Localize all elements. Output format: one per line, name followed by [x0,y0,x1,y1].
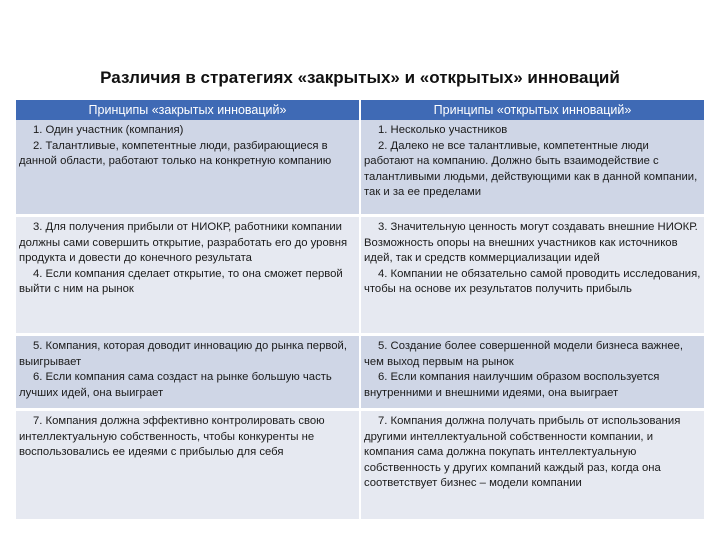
table-row [16,216,704,335]
table-row [16,410,704,521]
closed-principles-cell [16,120,360,216]
principle-text: 1. Несколько участников [378,124,508,136]
principle-text: 3. Значительную ценность могут создавать внешние НИОКР. Возможность опоры на внешних участников как источников идей, так и средств коммерциализации идей [364,221,698,264]
table-row [16,120,704,216]
principle-text: 1. Один участник (компания) [33,124,184,136]
open-principles-cell [360,120,704,216]
principle-text: 2. Далеко не все талантливые, компетентные люди работают на компанию. Должно быть взаимодействие с талантливыми людьми, действующими как в данной компании, так и за ее пределами [364,139,698,198]
principle-text: 4. Если компания сделает открытие, то она сможет первой выйти с ним на рынок [19,267,343,295]
closed-principles-cell [16,410,360,521]
header-open-innovation: Принципы «открытых инноваций» [360,100,704,120]
header-closed-innovation: Принципы «закрытых инноваций» [16,100,360,120]
principle-text: 5. Создание более совершенной модели бизнеса важнее, чем выход первым на рынок [364,340,684,368]
comparison-table [16,100,704,522]
principle-text: 4. Компании не обязательно самой проводить исследования, чтобы на основе их результатов получить прибыль [364,267,701,295]
principle-text: 6. Если компания сама создаст на рынке большую часть лучших идей, она выиграет [19,371,332,399]
open-principles-cell [360,335,704,410]
principle-text: 2. Талантливые, компетентные люди, разбирающиеся в данной области, работают только на конкретную компанию [19,139,332,167]
principle-text: 3. Для получения прибыли от НИОКР, работники компании должны сами совершить открытие, разработать его до уровня продукта и довести до конечного результата [19,221,348,264]
principle-text: 7. Компания должна эффективно контролировать свою интеллектуальную собственность, чтобы конкуренты не воспользовались ее идеями с прибылью для себя [19,415,325,458]
slide-title: Различия в стратегиях «закрытых» и «открытых» инноваций [100,68,620,87]
closed-principles-cell [16,216,360,335]
principle-text: 7. Компания должна получать прибыль от использования другими интеллектуальной собственности компании, и компания сама должна покупать интеллектуальную собственность у других компаний каждый раз, когда она соответствует бизнес – модели компании [364,415,681,489]
open-principles-cell [360,410,704,521]
closed-principles-cell [16,335,360,410]
principle-text: 5. Компания, которая доводит инновацию до рынка первой, выигрывает [19,340,347,368]
open-principles-cell [360,216,704,335]
principle-text: 6. Если компания наилучшим образом воспользуется внутренними и внешними идеями, она выиграет [364,371,660,399]
table-header-row [16,100,704,120]
table-row [16,335,704,410]
